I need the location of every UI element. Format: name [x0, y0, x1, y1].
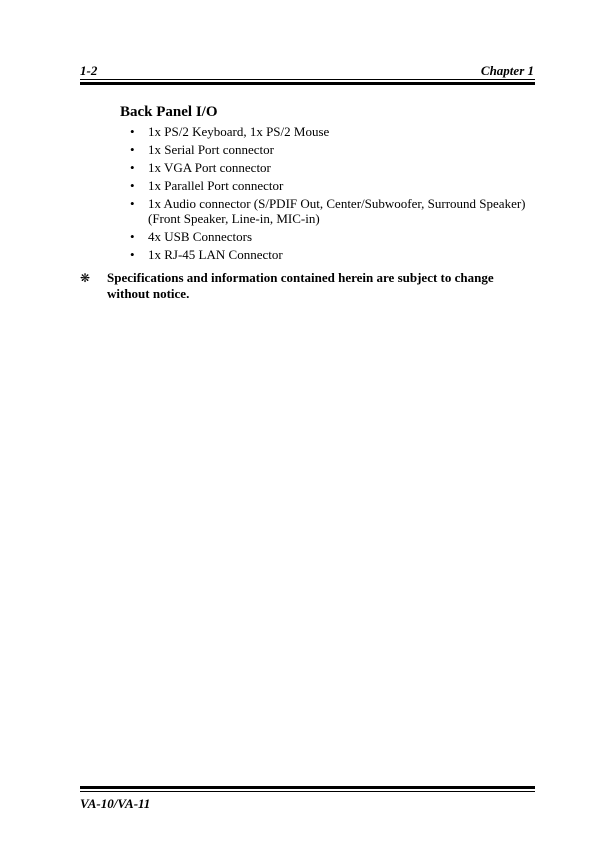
bullet-icon: • — [130, 142, 135, 157]
bullet-icon: • — [130, 160, 135, 175]
header-chapter-title: Chapter 1 — [480, 63, 534, 78]
bullet-icon: • — [130, 124, 135, 139]
footer-rule-thin — [80, 791, 535, 792]
header-rule-thin — [80, 79, 535, 80]
footer-rule-thick — [80, 786, 535, 789]
bullet-list — [130, 124, 530, 265]
list-item-text: 4x USB Connectors — [148, 229, 252, 244]
list-item — [130, 196, 530, 226]
asterisk-icon: ❋ — [80, 271, 91, 285]
list-item — [130, 160, 530, 175]
footer-model: VA-10/VA-11 — [80, 796, 151, 811]
list-item-text: 1x VGA Port connector — [148, 160, 271, 175]
list-item-text: 1x Audio connector (S/PDIF Out, Center/Subwoofer, Surround Speaker) (Front Speaker, Line-in, MIC-in) — [148, 196, 526, 226]
list-item — [130, 124, 530, 139]
bullet-icon: • — [130, 196, 135, 211]
list-item-text: 1x PS/2 Keyboard, 1x PS/2 Mouse — [148, 124, 330, 139]
list-item-text: 1x Serial Port connector — [148, 142, 274, 157]
list-item-text: 1x RJ-45 LAN Connector — [148, 247, 283, 262]
list-item-text: 1x Parallel Port connector — [148, 178, 284, 193]
section-title: Back Panel I/O — [120, 104, 218, 120]
list-item — [130, 142, 530, 157]
note-text: Specifications and information contained herein are subject to change without notice. — [107, 270, 494, 301]
header-page-number: 1-2 — [80, 63, 98, 78]
header-rule-thick — [80, 82, 535, 85]
specification-note — [80, 270, 520, 302]
bullet-icon: • — [130, 178, 135, 193]
list-item — [130, 229, 530, 244]
bullet-icon: • — [130, 229, 135, 244]
list-item — [130, 247, 530, 262]
list-item — [130, 178, 530, 193]
bullet-icon: • — [130, 247, 135, 262]
